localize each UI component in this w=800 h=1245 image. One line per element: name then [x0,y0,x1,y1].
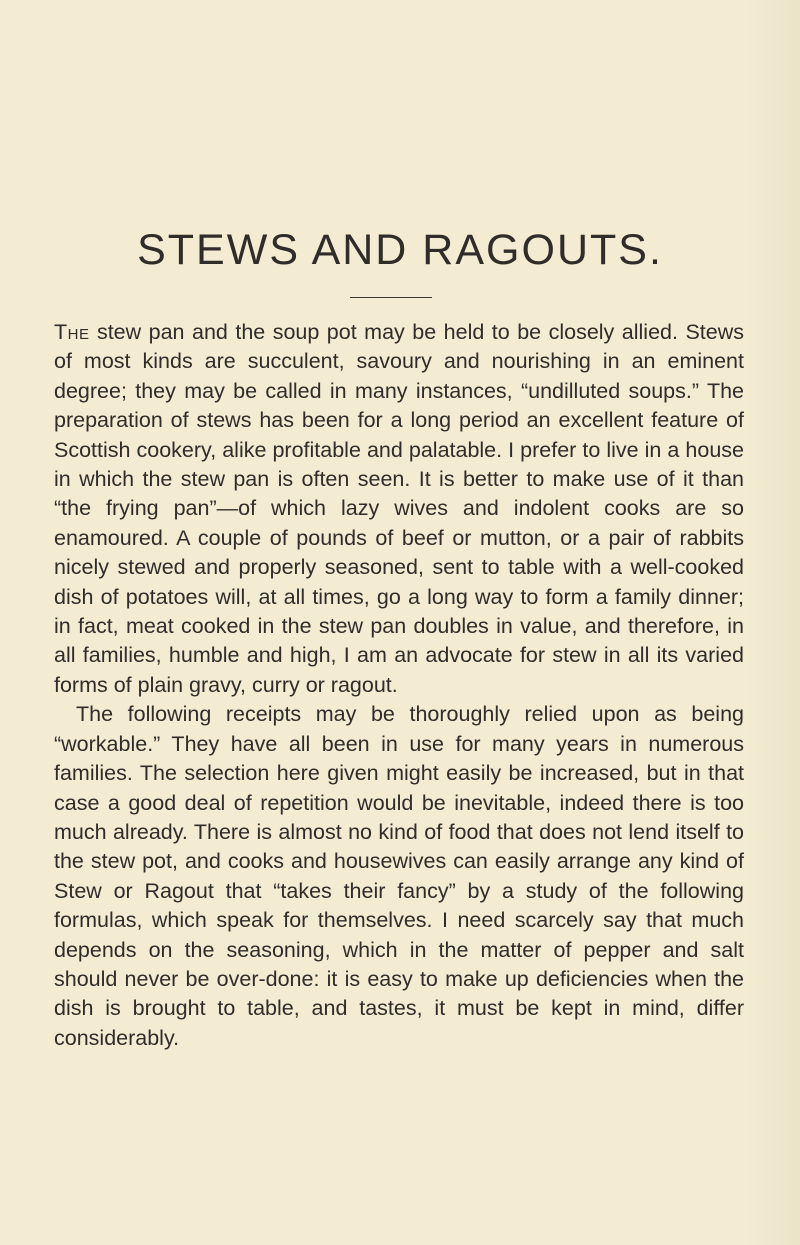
paragraph-1: stew pan and the soup pot may be held to be closely allied. Stews of most kinds are succulent, savoury and nourishing in an eminent degree; they may be called in many instances, “undilluted soups.” The preparation of stews has been for a long period an excellent feature of Scottish cookery, alike profitable and palatable. I prefer to live in a house in which the stew pan is often seen. It is better to make use of it than “the frying pan”—of which lazy wives and indolent cooks are so enamoured. A couple of pounds of beef or mutton, or a pair of rabbits nicely stewed and properly seasoned, sent to table with a well-cooked dish of potatoes will, at all times, go a long way to form a family dinner; in fact, meat cooked in the stew pan doubles in value, and therefore, in all families, humble and high, I am an advocate for stew in all its varied forms of plain gravy, curry or ragout. [54,320,744,697]
chapter-body [54,318,744,1053]
paragraph-2: The following receipts may be thoroughly relied upon as being “workable.” They have all been in use for many years in numerous families. The selection here given might easily be increased, but in that case a good deal of repetition would be inevitable, indeed there is too much already. There is almost no kind of food that does not lend itself to the stew pot, and cooks and housewives can easily arrange any kind of Stew or Ragout that “takes their fancy” by a study of the following formulas, which speak for themselves. I need scarcely say that much depends on the seasoning, which in the matter of pepper and salt should never be over-done: it is easy to make up deficiencies when the dish is brought to table, and tastes, it must be kept in mind, differ considerably. [54,702,744,1050]
chapter-title: STEWS AND RAGOUTS. [137,226,663,274]
lead-word: The [54,320,90,344]
title-divider [350,297,432,298]
